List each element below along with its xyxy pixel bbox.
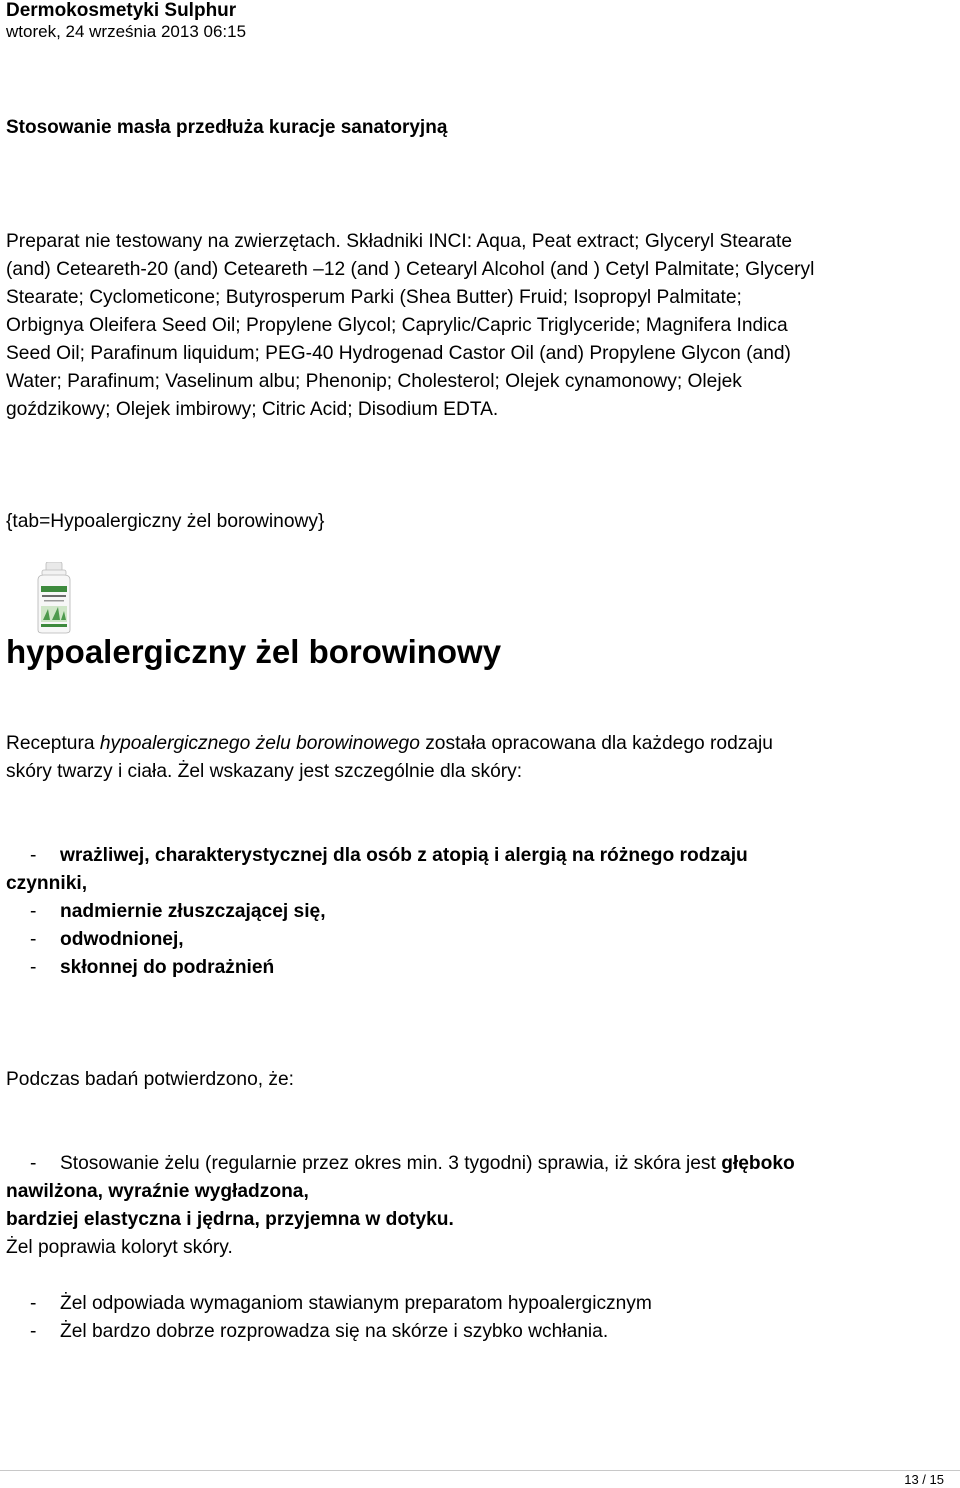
list-item-continuation xyxy=(6,870,956,898)
ingredients-line: Water; Parafinum; Vaselinum albu; Phenonip; Cholesterol; Olejek cynamonowy; Olejek xyxy=(6,371,742,392)
list-item xyxy=(6,954,956,982)
list-dash: - xyxy=(30,957,37,978)
findings-list xyxy=(6,1150,956,1262)
list-dash: - xyxy=(30,929,37,950)
list-item-bold-text: nawilżona, wyraźnie wygładzona, xyxy=(6,1181,309,1202)
intro-italic-text: hypoalergicznego żelu borowinowego xyxy=(99,733,420,754)
list-dash: - xyxy=(30,1321,37,1342)
ingredients-line: (and) Ceteareth-20 (and) Ceteareth –12 (and ) Cetearyl Alcohol (and ) Cetyl Palmitate; Glyceryl xyxy=(6,259,815,280)
list-item-text: odwodnionej, xyxy=(60,929,184,950)
list-item-text: nadmiernie złuszczającej się, xyxy=(60,901,326,922)
ingredients-paragraph xyxy=(6,228,956,424)
list-item-bold-text: głęboko xyxy=(721,1153,795,1174)
list-item xyxy=(6,898,956,926)
list-dash: - xyxy=(30,1153,37,1174)
product-intro xyxy=(6,730,956,786)
ingredients-line: Seed Oil; Parafinum liquidum; PEG-40 Hydrogenad Castor Oil (and) Propylene Glycon (and) xyxy=(6,343,791,364)
list-dash: - xyxy=(30,845,37,866)
list-dash: - xyxy=(30,1293,37,1314)
list-item-text: czynniki, xyxy=(6,873,88,894)
list-item-text: wrażliwej, charakterystycznej dla osób z atopią i alergią na różnego rodzaju xyxy=(60,845,748,866)
tab-marker: {tab=Hypoalergiczny żel borowinowy} xyxy=(6,511,325,532)
list-item xyxy=(6,1150,956,1178)
list-item xyxy=(6,842,956,870)
ingredients-line: Orbignya Oleifera Seed Oil; Propylene Glycol; Caprylic/Capric Triglyceride; Magnifera Indica xyxy=(6,315,788,336)
list-item-text: Stosowanie żelu (regularnie przez okres min. 3 tygodni) sprawia, iż skóra jest xyxy=(60,1153,722,1174)
page-number: 13 / 15 xyxy=(904,1472,944,1487)
list-item-continuation: Żel poprawia koloryt skóry. xyxy=(6,1237,233,1258)
ingredients-line: Preparat nie testowany na zwierzętach. Składniki INCI: Aqua, Peat extract; Glyceryl Stearate xyxy=(6,231,792,252)
list-item-text: skłonnej do podrażnień xyxy=(60,957,275,978)
publish-date: wtorek, 24 września 2013 06:15 xyxy=(6,22,247,41)
intro-line xyxy=(6,730,956,758)
list-item xyxy=(6,1290,956,1318)
site-title: Dermokosmetyki Sulphur xyxy=(6,0,237,21)
ingredients-line: goździkowy; Olejek imbirowy; Citric Acid; Disodium EDTA. xyxy=(6,399,499,420)
intro-text: Receptura xyxy=(6,733,100,754)
findings-intro: Podczas badań potwierdzono, że: xyxy=(6,1069,294,1090)
product-title: hypoalergiczny żel borowinowy xyxy=(6,633,502,670)
list-item-continuation xyxy=(6,1206,956,1234)
list-item-continuation xyxy=(6,1178,956,1206)
section-heading: Stosowanie masła przedłuża kuracje sanatoryjną xyxy=(6,117,448,138)
list-item xyxy=(6,1318,956,1346)
list-item-text: Żel odpowiada wymaganiom stawianym preparatom hypoalergicznym xyxy=(60,1293,652,1314)
list-item-text: Żel bardzo dobrze rozprowadza się na skórze i szybko wchłania. xyxy=(60,1321,609,1342)
ingredients-line: Stearate; Cyclometicone; Butyrosperum Parki (Shea Butter) Fruid; Isopropyl Palmitate; xyxy=(6,287,742,308)
skin-type-list xyxy=(6,842,956,982)
list-dash: - xyxy=(30,901,37,922)
intro-text: została opracowana dla każdego rodzaju xyxy=(419,733,773,754)
list-item xyxy=(6,926,956,954)
product-bottle-image xyxy=(30,562,78,634)
properties-list xyxy=(6,1290,956,1346)
list-item-bold-text: bardziej elastyczna i jędrna, przyjemna w dotyku. xyxy=(6,1209,454,1230)
intro-line: skóry twarzy i ciała. Żel wskazany jest szczególnie dla skóry: xyxy=(6,761,523,782)
footer-divider xyxy=(0,1470,960,1471)
